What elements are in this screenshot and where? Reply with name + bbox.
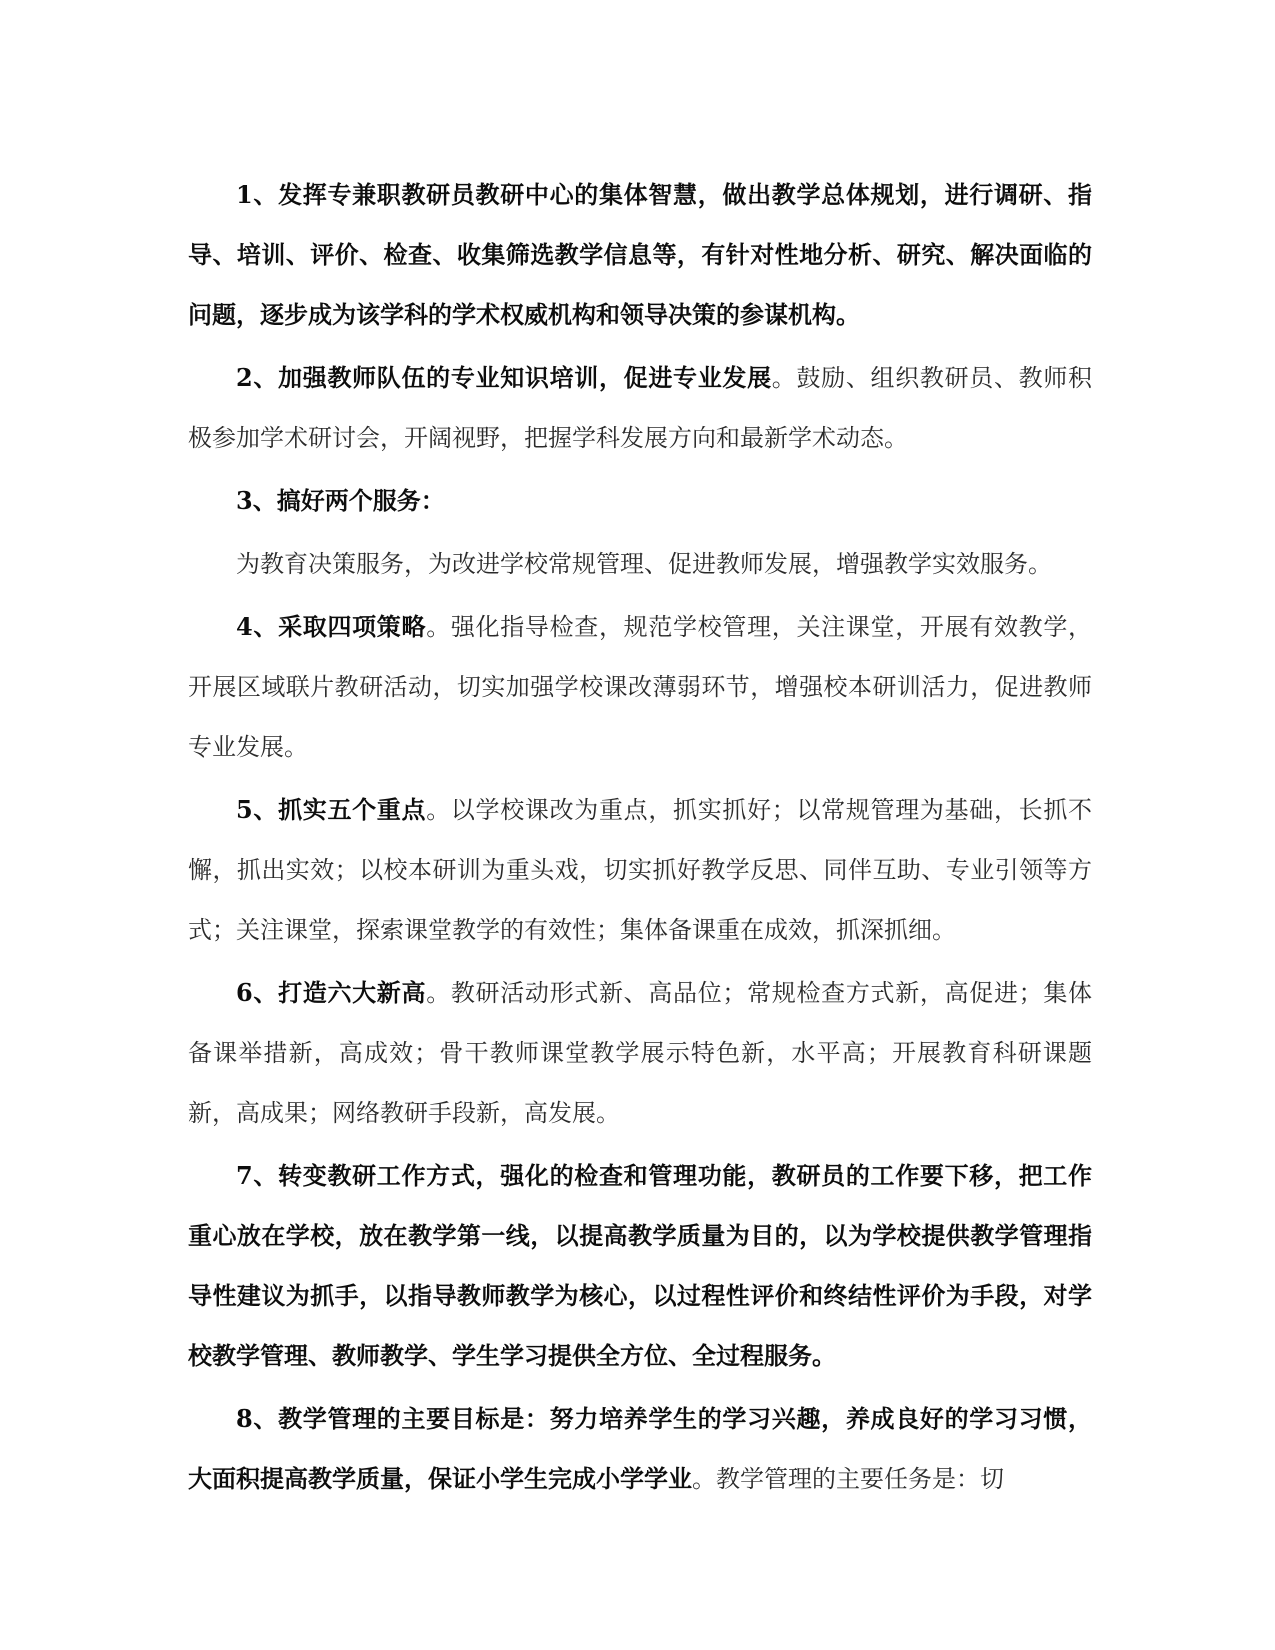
paragraph-3-bold: 3、搞好两个服务： (236, 486, 445, 515)
paragraph-8 (188, 1146, 1092, 1386)
document-body (188, 165, 1092, 1512)
paragraph-6-text: 。以学校课改为重点，抓实抓好；以常规管理为基础，长抓不懈，抓出实效；以校本研训为重头戏，切实抓好教学反思、同伴互助、专业引领等方式；关注课堂，探索课堂教学的有效性；集体备课重在成效，抓深抓细。 (188, 796, 1093, 944)
paragraph-2 (188, 348, 1092, 468)
paragraph-5 (188, 597, 1092, 777)
paragraph-5-bold: 4、采取四项策略 (236, 612, 427, 641)
paragraph-1 (188, 165, 1092, 345)
paragraph-2-bold: 2、加强教师队伍的专业知识培训，促进专业发展 (236, 363, 772, 392)
paragraph-9-bold: 8、教学管理的主要目标是：努力培养学生的学习兴趣，养成良好的学习习惯，大面积提高教学质量，保证小学生完成小学学业 (188, 1404, 1092, 1493)
paragraph-7-bold: 6、打造六大新高 (236, 978, 427, 1007)
paragraph-4 (188, 534, 1092, 594)
paragraph-6 (188, 780, 1092, 960)
paragraph-2-text: 。鼓励、组织教研员、教师积极参加学术研讨会，开阔视野，把握学科发展方向和最新学术动态。 (188, 364, 1093, 452)
paragraph-1-bold: 1、发挥专兼职教研员教研中心的集体智慧，做出教学总体规划，进行调研、指导、培训、评价、检查、收集筛选教学信息等，有针对性地分析、研究、解决面临的问题，逐步成为该学科的学术权威机构和领导决策的参谋机构。 (188, 180, 1092, 329)
paragraph-4-text: 为教育决策服务，为改进学校常规管理、促进教师发展，增强教学实效服务。 (236, 550, 1052, 578)
paragraph-9-text: 。教学管理的主要任务是：切 (692, 1465, 1004, 1493)
paragraph-7 (188, 963, 1092, 1143)
paragraph-8-bold: 7、转变教研工作方式，强化的检查和管理功能，教研员的工作要下移，把工作重心放在学校，放在教学第一线，以提高教学质量为目的，以为学校提供教学管理指导性建议为抓手，以指导教师教学为核心，以过程性评价和终结性评价为手段，对学校教学管理、教师教学、学生学习提供全方位、全过程服务。 (188, 1161, 1092, 1370)
paragraph-7-text: 。教研活动形式新、高品位；常规检查方式新，高促进；集体备课举措新，高成效；骨干教师课堂教学展示特色新，水平高；开展教育科研课题新，高成果；网络教研手段新，高发展。 (188, 979, 1093, 1127)
paragraph-9 (188, 1389, 1092, 1509)
paragraph-6-bold: 5、抓实五个重点 (236, 795, 427, 824)
paragraph-5-text: 。强化指导检查，规范学校管理，关注课堂，开展有效教学，开展区域联片教研活动，切实加强学校课改薄弱环节，增强校本研训活力，促进教师专业发展。 (188, 613, 1093, 761)
paragraph-3 (188, 471, 1092, 531)
